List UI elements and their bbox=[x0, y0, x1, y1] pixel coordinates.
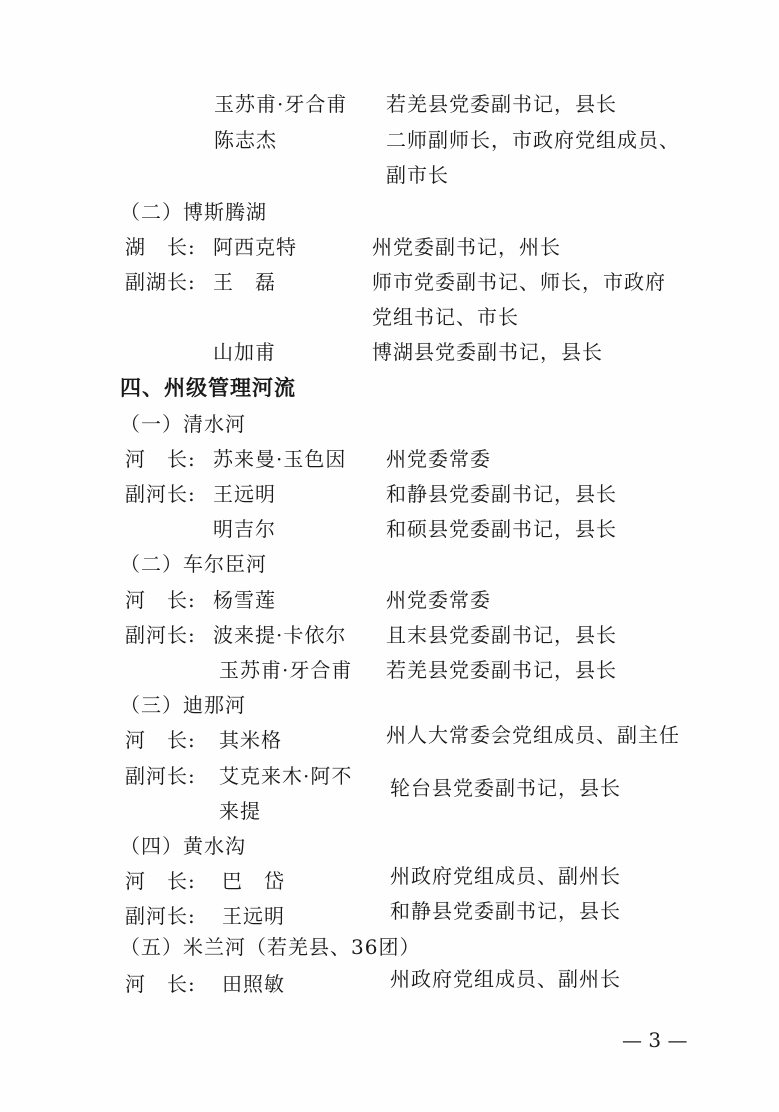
subsection-heading-cherchen-river: （二）车尔臣河 bbox=[120, 552, 267, 576]
role-label: 副河长: bbox=[125, 482, 196, 506]
role-label: 河 长: bbox=[125, 972, 196, 996]
role-label: 河 长: bbox=[125, 869, 196, 893]
member-title: 且末县党委副书记，县长 bbox=[386, 623, 617, 647]
member-title: 州政府党组成员、副州长 bbox=[390, 967, 621, 991]
page-number: — 3 — bbox=[622, 1028, 688, 1052]
member-title-continued: 副市长 bbox=[386, 163, 449, 187]
member-name: 玉苏甫·牙合甫 bbox=[214, 92, 348, 116]
subsection-heading-dina-river: （三）迪那河 bbox=[120, 693, 246, 717]
role-label: 副河长: bbox=[125, 764, 196, 788]
role-label: 河 长: bbox=[125, 728, 196, 752]
role-label: 湖 长: bbox=[125, 235, 196, 259]
member-title: 轮台县党委副书记，县长 bbox=[390, 776, 621, 800]
member-name: 山加甫 bbox=[213, 340, 276, 364]
member-name: 阿西克特 bbox=[213, 235, 297, 259]
role-label: 副湖长: bbox=[125, 270, 196, 294]
member-title: 博湖县党委副书记，县长 bbox=[372, 340, 603, 364]
member-name: 杨雪莲 bbox=[213, 588, 276, 612]
subsection-heading-huangshui-gully: （四）黄水沟 bbox=[120, 834, 246, 858]
section-heading: 四、州级管理河流 bbox=[120, 376, 296, 400]
member-title-continued: 党组书记、市长 bbox=[372, 305, 519, 329]
member-name: 苏来曼·玉色因 bbox=[213, 447, 347, 471]
member-name: 波来提·卡依尔 bbox=[213, 623, 347, 647]
member-title: 若羌县党委副书记，县长 bbox=[386, 92, 617, 116]
subsection-heading-bosten-lake: （二）博斯腾湖 bbox=[120, 200, 267, 224]
member-name: 巴 岱 bbox=[222, 869, 285, 893]
member-name: 玉苏甫·牙合甫 bbox=[219, 658, 353, 682]
role-label: 河 长: bbox=[125, 447, 196, 471]
member-title: 若羌县党委副书记，县长 bbox=[386, 658, 617, 682]
member-title: 州党委副书记，州长 bbox=[372, 235, 561, 259]
member-name: 陈志杰 bbox=[214, 128, 277, 152]
subsection-heading-qingshui-river: （一）清水河 bbox=[120, 412, 246, 436]
role-label: 河 长: bbox=[125, 588, 196, 612]
member-title: 和静县党委副书记，县长 bbox=[386, 482, 617, 506]
member-name: 王远明 bbox=[213, 482, 276, 506]
member-name: 艾克来木·阿不 bbox=[219, 764, 353, 788]
subsection-heading-milan-river: （五）米兰河（若羌县、36团） bbox=[120, 935, 421, 959]
member-name: 明吉尔 bbox=[213, 517, 276, 541]
role-label: 副河长: bbox=[125, 623, 196, 647]
member-title: 师市党委副书记、师长，市政府 bbox=[372, 270, 666, 294]
role-label: 副河长: bbox=[125, 904, 196, 928]
member-title: 州党委常委 bbox=[386, 588, 491, 612]
member-name: 王远明 bbox=[222, 904, 285, 928]
member-title: 州党委常委 bbox=[386, 447, 491, 471]
member-name-continued: 来提 bbox=[219, 799, 261, 823]
member-title: 和硕县党委副书记，县长 bbox=[386, 517, 617, 541]
member-title: 州政府党组成员、副州长 bbox=[390, 864, 621, 888]
member-name: 其米格 bbox=[219, 728, 282, 752]
member-name: 王 磊 bbox=[213, 270, 276, 294]
member-title: 州人大常委会党组成员、副主任 bbox=[386, 723, 680, 747]
member-title: 和静县党委副书记，县长 bbox=[390, 899, 621, 923]
member-title: 二师副师长，市政府党组成员、 bbox=[386, 128, 680, 152]
member-name: 田照敏 bbox=[222, 972, 285, 996]
